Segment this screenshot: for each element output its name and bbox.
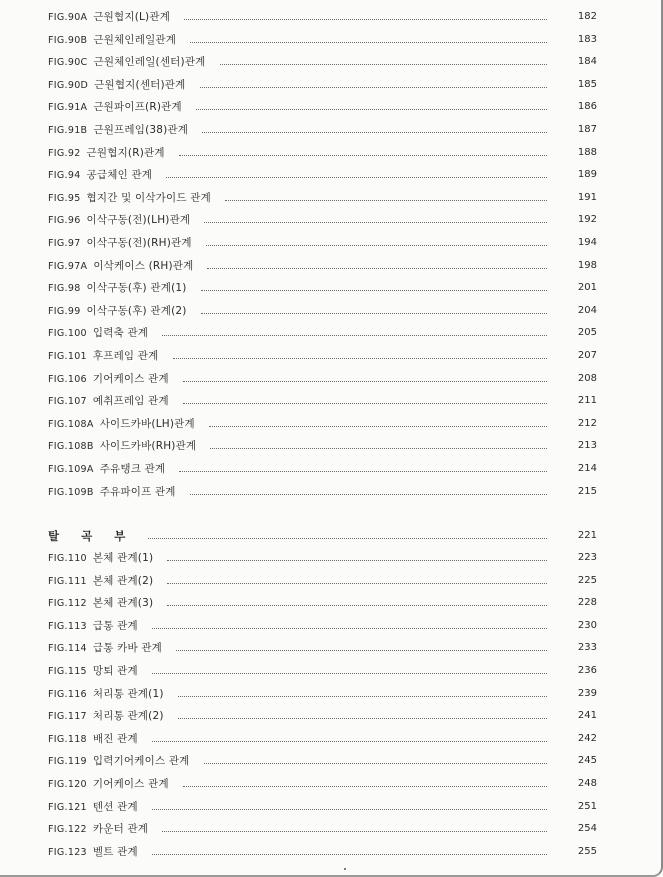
- figure-number: FIG.100: [48, 328, 87, 340]
- figure-number: FIG.91A: [48, 102, 88, 114]
- dot-leader: [206, 245, 547, 246]
- dot-leader: [148, 538, 547, 539]
- toc-entry: [0, 706, 663, 726]
- dot-leader: [152, 741, 547, 742]
- page-number: 188: [577, 146, 597, 158]
- toc-entry: [0, 819, 663, 839]
- figure-number: FIG.113: [48, 620, 87, 632]
- toc-entry: [0, 459, 663, 479]
- entry-title: [48, 97, 182, 118]
- figure-title: 공급체인 관계: [86, 169, 153, 182]
- page-number: 182: [577, 11, 597, 22]
- dot-leader: [204, 222, 547, 223]
- page-number: 192: [577, 214, 597, 226]
- figure-number: FIG.106: [48, 373, 87, 385]
- page-number: 207: [577, 350, 597, 361]
- dot-leader: [207, 268, 547, 269]
- page-number: 239: [577, 687, 597, 699]
- figure-title: 배진 관계: [92, 732, 138, 745]
- entry-title: [48, 436, 196, 457]
- toc-entry: [0, 729, 663, 749]
- toc-entry: [0, 751, 663, 771]
- figure-title: 망퇴 관계: [92, 665, 138, 677]
- figure-number: FIG.107: [48, 396, 87, 408]
- page-number: 221: [577, 530, 597, 541]
- figure-number: FIG.90A: [48, 12, 88, 23]
- entry-title: [48, 143, 165, 164]
- figure-title: 근원체인레일(센터)관계: [93, 56, 206, 69]
- dot-leader: [210, 448, 547, 449]
- toc-entry: [0, 323, 663, 343]
- dot-leader: [179, 155, 547, 156]
- dot-leader: [183, 381, 547, 382]
- page-number: 183: [577, 33, 597, 45]
- dot-leader: [184, 19, 547, 20]
- entry-title: [48, 593, 153, 614]
- page-mark: [344, 868, 346, 870]
- page-number: 189: [577, 169, 597, 181]
- dot-leader: [209, 426, 547, 427]
- entry-title: [48, 210, 190, 231]
- entry-title: [48, 165, 152, 186]
- figure-title: 주유탱크 관계: [99, 463, 166, 475]
- page-number: 241: [577, 710, 597, 722]
- figure-title: 사이드카바(RH)관계: [99, 440, 197, 453]
- figure-title: 근원체인레일관계: [93, 33, 177, 46]
- toc-entry: [0, 391, 663, 411]
- toc-entry: [0, 369, 663, 389]
- toc-entry: [0, 233, 663, 253]
- page-number: 248: [577, 778, 597, 789]
- dot-leader: [190, 494, 547, 495]
- toc-entry: [0, 616, 663, 636]
- figure-number: FIG.91B: [48, 125, 88, 136]
- figure-number: FIG.97A: [48, 260, 88, 272]
- entry-title: [48, 706, 164, 727]
- figure-title: 근원프레임(38)관계: [93, 124, 189, 136]
- figure-number: FIG.98: [48, 283, 81, 295]
- page-number: 194: [577, 237, 597, 248]
- toc-entry: [0, 301, 663, 321]
- figure-title: 급통 관계: [92, 619, 138, 632]
- entry-title: [48, 301, 187, 322]
- figure-title: 벨트 관계: [92, 845, 138, 858]
- dot-leader: [183, 786, 547, 787]
- page-number: 251: [577, 800, 597, 812]
- entry-title: [48, 797, 138, 818]
- figure-title: 주유파이프 관계: [99, 485, 176, 498]
- entry-title: [48, 278, 187, 299]
- figure-number: FIG.115: [48, 666, 87, 677]
- entry-title: [48, 369, 169, 390]
- dot-leader: [196, 109, 547, 110]
- figure-number: FIG.114: [48, 643, 87, 655]
- page-number: 184: [577, 56, 597, 68]
- toc-entry: [0, 571, 663, 591]
- entry-title: [48, 548, 153, 569]
- toc-entry: [0, 97, 663, 117]
- figure-number: FIG.109B: [48, 486, 94, 498]
- figure-title: 근원협지(L)관계: [93, 11, 171, 23]
- figure-number: FIG.110: [48, 553, 87, 564]
- page-number: 205: [577, 327, 597, 339]
- figure-title: 본체 관계(3): [92, 597, 154, 610]
- page-number: 214: [577, 463, 597, 474]
- toc-entry: [0, 548, 663, 568]
- toc-entry: [0, 7, 663, 27]
- dot-leader: [152, 854, 547, 855]
- dot-leader: [162, 831, 547, 832]
- dot-leader: [201, 290, 547, 291]
- dot-leader: [225, 200, 547, 201]
- figure-title: 근원협지(센터)관계: [94, 78, 186, 91]
- page-number: 215: [577, 485, 597, 497]
- figure-number: FIG.97: [48, 238, 81, 249]
- figure-number: FIG.92: [48, 147, 81, 159]
- entry-title: [48, 233, 192, 254]
- figure-number: FIG.122: [48, 824, 87, 836]
- entry-title: [48, 638, 162, 659]
- figure-number: FIG.90D: [48, 79, 89, 91]
- toc-entry: [0, 638, 663, 658]
- page-number: 242: [577, 732, 597, 744]
- figure-title: 이삭구동(후) 관계(2): [86, 304, 187, 317]
- figure-title: 기어케이스 관계: [92, 372, 169, 385]
- figure-title: 이삭구동(전)(RH)관계: [86, 237, 192, 249]
- entry-title: [48, 391, 169, 412]
- dot-leader: [200, 87, 548, 88]
- entry-title: [48, 842, 138, 863]
- entry-title: [48, 571, 153, 592]
- figure-title: 텐션 관계: [92, 800, 138, 813]
- figure-number: FIG.109A: [48, 464, 94, 475]
- page-number: 191: [577, 191, 597, 203]
- dot-leader: [178, 718, 547, 719]
- toc-entry: [0, 30, 663, 50]
- section-heading-row: [0, 526, 663, 546]
- figure-number: FIG.112: [48, 598, 87, 610]
- entry-title: [48, 30, 176, 51]
- figure-number: FIG.99: [48, 305, 81, 317]
- entry-title: [48, 188, 211, 209]
- figure-title: 이삭케이스 (RH)관계: [93, 259, 194, 272]
- section-title: 탈 곡 부: [48, 529, 135, 543]
- figure-title: 카운터 관계: [92, 823, 149, 836]
- dot-leader: [179, 471, 547, 472]
- figure-title: 본체 관계(1): [92, 552, 154, 564]
- toc-entry: [0, 52, 663, 72]
- entry-title: [48, 684, 164, 705]
- page-number: 186: [577, 101, 597, 113]
- page-number: 228: [577, 597, 597, 609]
- figure-title: 협지간 및 이삭가이드 관계: [86, 191, 211, 204]
- dot-leader: [152, 673, 547, 674]
- page-number: 211: [577, 395, 597, 407]
- figure-number: FIG.121: [48, 801, 87, 813]
- entry-title: [48, 482, 176, 503]
- toc-entry: [0, 797, 663, 817]
- toc-entry: [0, 842, 663, 862]
- page-number: 212: [577, 417, 597, 429]
- dot-leader: [152, 809, 547, 810]
- figure-title: 처리통 관계(1): [92, 687, 164, 700]
- dot-leader: [173, 358, 548, 359]
- dot-leader: [166, 177, 547, 178]
- page-number: 204: [577, 304, 597, 316]
- figure-title: 입력기어케이스 관계: [92, 755, 190, 768]
- figure-title: 예취프레임 관계: [92, 395, 169, 408]
- dot-leader: [167, 560, 547, 561]
- entry-title: [48, 75, 186, 96]
- figure-title: 이삭구동(후) 관계(1): [86, 282, 187, 295]
- toc-entry: [0, 143, 663, 163]
- figure-title: 본체 관계(2): [92, 574, 154, 587]
- entry-title: [48, 774, 169, 795]
- figure-title: 사이드카바(LH)관계: [99, 417, 195, 430]
- toc-entry: [0, 120, 663, 140]
- entry-title: [48, 323, 148, 344]
- entry-title: [48, 729, 138, 750]
- dot-leader: [220, 64, 547, 65]
- figure-number: FIG.118: [48, 733, 87, 745]
- figure-number: FIG.120: [48, 779, 87, 790]
- page-number: 230: [577, 619, 597, 631]
- page-number: 213: [577, 440, 597, 452]
- toc-entry: [0, 593, 663, 613]
- dot-leader: [204, 763, 547, 764]
- dot-leader: [162, 335, 547, 336]
- toc-entry: [0, 684, 663, 704]
- figure-number: FIG.108B: [48, 441, 94, 453]
- dot-leader: [201, 313, 547, 314]
- figure-number: FIG.96: [48, 215, 81, 227]
- figure-title: 처리통 관계(2): [92, 710, 164, 723]
- toc-entry: [0, 165, 663, 185]
- figure-number: FIG.111: [48, 575, 87, 587]
- figure-number: FIG.119: [48, 756, 87, 768]
- dot-leader: [167, 583, 547, 584]
- dot-leader: [176, 650, 547, 651]
- figure-number: FIG.90C: [48, 57, 88, 69]
- dot-leader: [178, 696, 547, 697]
- figure-title: 이삭구동(전)(LH)관계: [86, 214, 191, 227]
- page-number: 223: [577, 552, 597, 563]
- toc-entry: [0, 256, 663, 276]
- toc-entry: [0, 75, 663, 95]
- entry-title: [48, 120, 188, 141]
- page-number: 233: [577, 642, 597, 654]
- figure-number: FIG.90B: [48, 34, 88, 46]
- page-number: 255: [577, 845, 597, 857]
- dot-leader: [167, 605, 547, 606]
- figure-number: FIG.116: [48, 688, 87, 700]
- toc-entry: [0, 188, 663, 208]
- figure-title: 근원협지(R)관계: [86, 146, 165, 159]
- figure-number: FIG.117: [48, 711, 87, 723]
- page-number: 208: [577, 372, 597, 384]
- toc-entry: [0, 436, 663, 456]
- figure-title: 후프레임 관계: [92, 350, 159, 362]
- toc-entry: [0, 774, 663, 794]
- figure-title: 입력축 관계: [92, 327, 149, 340]
- entry-title: [48, 616, 138, 637]
- page-number: 185: [577, 78, 597, 90]
- figure-number: FIG.108A: [48, 418, 94, 430]
- figure-number: FIG.101: [48, 351, 87, 362]
- figure-number: FIG.123: [48, 846, 87, 858]
- toc-entry: [0, 278, 663, 298]
- dot-leader: [183, 403, 547, 404]
- toc-entry: [0, 482, 663, 502]
- figure-number: FIG.94: [48, 170, 81, 182]
- page-number: 254: [577, 823, 597, 835]
- dot-leader: [190, 42, 547, 43]
- entry-title: [48, 7, 170, 28]
- page-number: 225: [577, 574, 597, 586]
- entry-title: [48, 414, 195, 435]
- entry-title: [48, 52, 206, 73]
- page-number: 201: [577, 282, 597, 294]
- page-number: 187: [577, 124, 597, 135]
- page-number: 198: [577, 259, 597, 271]
- toc-entry: [0, 414, 663, 434]
- entry-title: [48, 661, 138, 682]
- entry-title: [48, 819, 148, 840]
- entry-title: [48, 346, 159, 367]
- dot-leader: [202, 132, 547, 133]
- figure-title: 기어케이스 관계: [92, 778, 169, 790]
- toc-entry: [0, 210, 663, 230]
- entry-title: [48, 459, 165, 480]
- entry-title: [48, 751, 190, 772]
- toc-entry: [0, 346, 663, 366]
- page-number: 245: [577, 755, 597, 767]
- figure-title: 급통 카바 관계: [92, 642, 163, 655]
- entry-title: [48, 256, 193, 277]
- figure-title: 근원파이프(R)관계: [93, 101, 182, 114]
- dot-leader: [152, 628, 547, 629]
- figure-number: FIG.95: [48, 192, 81, 204]
- toc-entry: [0, 661, 663, 681]
- page-number: 236: [577, 665, 597, 676]
